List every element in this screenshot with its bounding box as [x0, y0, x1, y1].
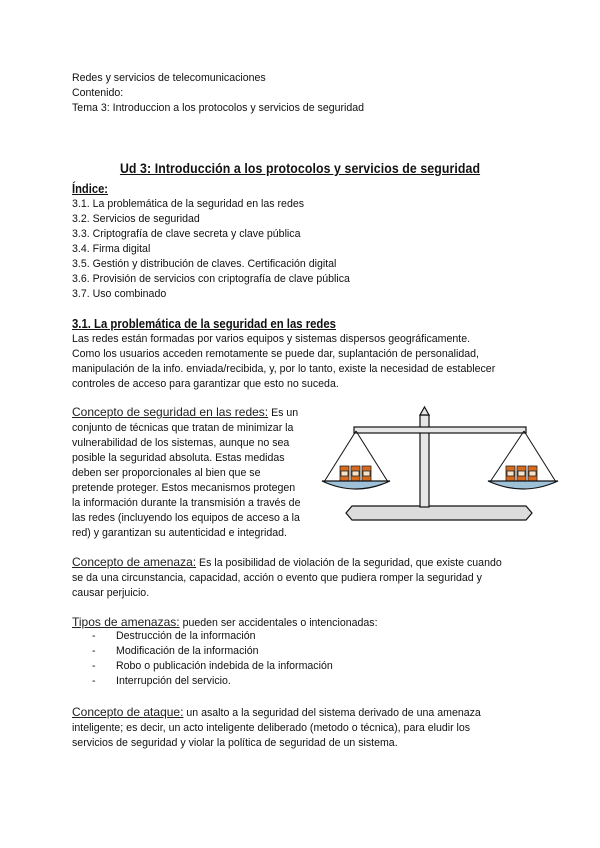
index-item: 3.4. Firma digital [72, 243, 151, 255]
text-line: se da una circunstancia, capacidad, acción o evento que pudiera romper la seguridad y [72, 572, 482, 584]
text-line: inteligente; es decir, un acto inteligente deliberado (metodo o técnica), para eludir los [72, 722, 471, 734]
index [72, 181, 350, 302]
threat-term: Concepto de amenaza: [72, 555, 197, 569]
text-line: Como los usuarios acceden remotamente se puede dar, suplantación de personalidad, [72, 348, 479, 360]
bullet-dash: - [92, 630, 96, 642]
contents-label: Contenido: [72, 87, 124, 99]
index-item: 3.5. Gestión y distribución de claves. Certificación digital [72, 258, 337, 270]
text-line: Las redes están formadas por varios equipos y sistemas dispersos geográficamente. [72, 333, 471, 345]
index-item: 3.7. Uso combinado [72, 288, 167, 300]
threat-types-list [92, 629, 333, 689]
list-item: - Modificación de la información [92, 645, 259, 657]
list-item: - Interrupción del servicio. [92, 675, 231, 687]
section-intro [72, 332, 495, 392]
text-line: controles de acceso para garantizar que esto no suceda. [72, 378, 339, 390]
attack-text: un asalto a la seguridad del sistema derivado de una amenaza [183, 707, 481, 719]
index-item: 3.2. Servicios de seguridad [72, 213, 200, 225]
threat-definition [72, 555, 502, 601]
text-line: servicios de seguridad y violar la política de seguridad de un sistema. [72, 737, 398, 749]
threat-text: Es la posibilidad de violación de la seguridad, que existe cuando [196, 557, 502, 569]
text-line: deben ser proporcionales al bien que se [72, 467, 261, 479]
index-heading: Índice: [72, 181, 109, 196]
threat-types-term: Tipos de amenazas: [72, 615, 180, 629]
text-line: la información durante la transmisión a través de [72, 497, 301, 509]
threat-types-text: pueden ser accidentales o intencionadas: [179, 617, 378, 629]
list-item: - Destrucción de la información [92, 630, 256, 642]
text-line: las redes (incluyendo los equipos de acceso a la [72, 512, 300, 524]
bullet-dash: - [92, 645, 96, 657]
attack-term: Concepto de ataque: [72, 705, 184, 719]
section-title: 3.1. La problemática de la seguridad en las redes [72, 317, 336, 331]
text-line: manipulación de la info. enviada/recibida, y, por lo tanto, existe la necesidad de establecer [72, 363, 496, 375]
text-line: pretende proteger. Estos mecanismos protegen [72, 482, 296, 494]
topic-title: Tema 3: Introduccion a los protocolos y servicios de seguridad [72, 102, 365, 114]
unit-title: Ud 3: Introducción a los protocolos y servicios de seguridad [119, 161, 481, 176]
index-item: 3.6. Provisión de servicios con criptografía de clave pública [72, 273, 350, 285]
security-definition [72, 405, 300, 541]
index-item: 3.3. Criptografía de clave secreta y clave pública [72, 228, 301, 240]
text-line: red) y garantizan su autenticidad e integridad. [72, 527, 287, 539]
document-header [72, 71, 364, 116]
list-item: - Robo o publicación indebida de la información [92, 660, 333, 672]
text-line: causar perjuicio. [72, 587, 150, 599]
course-title: Redes y servicios de telecomunicaciones [72, 72, 266, 84]
balance-scale-icon [318, 405, 560, 521]
attack-definition [72, 705, 481, 751]
text-line: conjunto de técnicas que tratan de minimizar la [72, 422, 294, 434]
bullet-dash: - [92, 660, 96, 672]
bullet-dash: - [92, 675, 96, 687]
text-line: vulnerabilidad de los sistemas, aunque no sea [72, 437, 290, 449]
security-text: Es un [268, 407, 299, 419]
index-item: 3.1. La problemática de la seguridad en las redes [72, 198, 305, 210]
security-term: Concepto de seguridad en las redes: [72, 405, 269, 419]
text-line: posible la seguridad absoluta. Estas medidas [72, 452, 285, 464]
